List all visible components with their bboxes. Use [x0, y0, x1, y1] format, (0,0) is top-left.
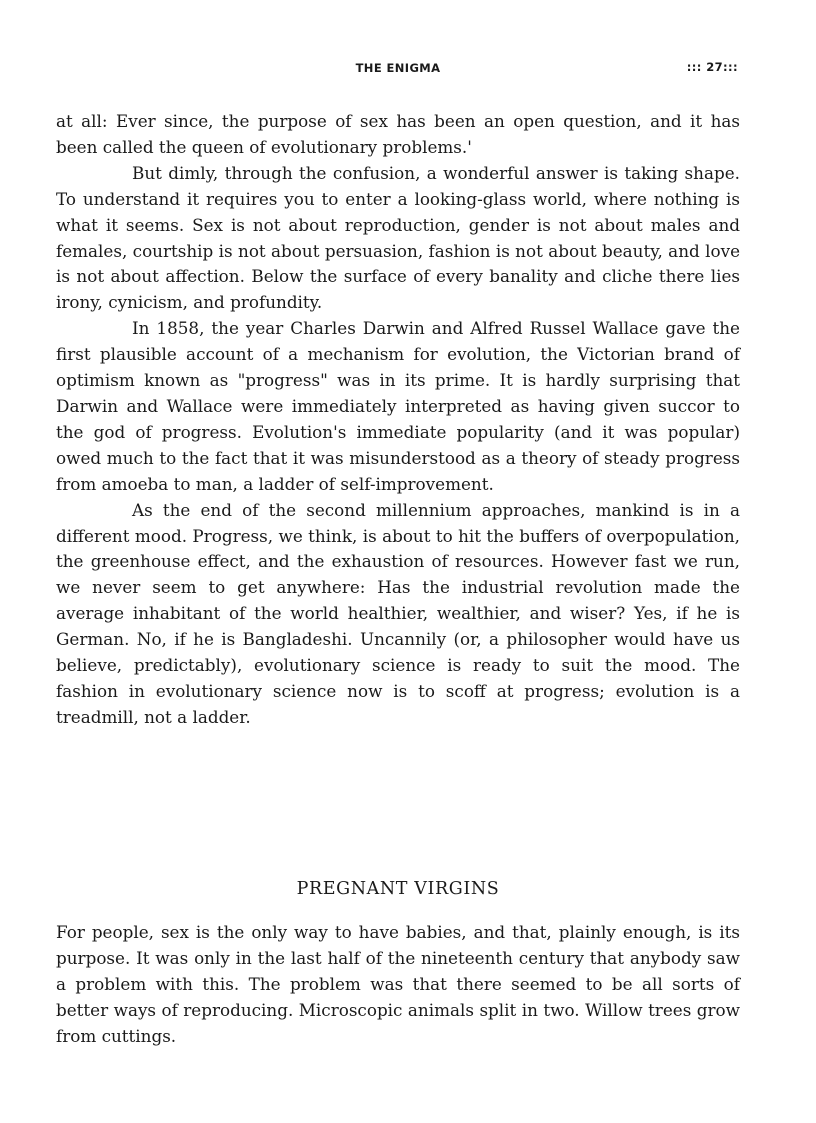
running-title: THE ENIGMA [355, 61, 441, 75]
paragraph-pregnant-virgins: For people, sex is the only way to have babies, and that, plainly enough, is its purpose. It was only in the last half of the nineteenth century that anybody saw a problem with this. The problem was that there seemed to be all sorts of better ways of reproducing. Microscopic animals split in two. Willow trees grow from cuttings. [56, 922, 740, 1046]
page-number: ::: 27::: [686, 60, 738, 74]
body-text [56, 109, 740, 731]
paragraph-second-millennium: As the end of the second millennium approaches, mankind is in a different mood. Progress, we think, is about to hit the buffers of overpopulation, the greenhouse effect, and the exhaustion of resources. However fast we run, we never seem to get anywhere: Has the industrial revolution made the average inhabitant of the world healthier, wealthier, and wiser? Yes, if he is German. No, if he is Bangladeshi. Uncannily (or, a philosopher would have us believe, predictably), evolutionary science is ready to suit the mood. The fashion in evolutionary science now is to scoff at progress; evolution is a treadmill, not a ladder. [56, 499, 740, 727]
section-text [56, 920, 740, 1050]
paragraph-darwin-wallace: In 1858, the year Charles Darwin and Alfred Russel Wallace gave the first plausible account of a mechanism for evolution, the Victorian brand of optimism known as "progress" was in its prime. It is hardly surprising that Darwin and Wallace were immediately interpreted as having given succor to the god of progress. Evolution's immediate popularity (and it was popular) owed much to the fact that it was misunderstood as a theory of steady progress from amoeba to man, a ladder of self-improvement. [56, 318, 740, 494]
running-header [56, 61, 740, 77]
section-heading: PREGNANT VIRGINS [296, 879, 500, 899]
paragraph-continuation: at all: Ever since, the purpose of sex has been an open question, and it has been called the queen of evolutionary problems.' [56, 111, 740, 157]
paragraph-looking-glass: But dimly, through the confusion, a wonderful answer is taking shape. To understand it requires you to enter a looking-glass world, where nothing is what it seems. Sex is not about reproduction, gender is not about males and females, courtship is not about persuasion, fashion is not about beauty, and love is not about affection. Below the surface of every banality and cliche there lies irony, cynicism, and profundity. [56, 162, 740, 313]
